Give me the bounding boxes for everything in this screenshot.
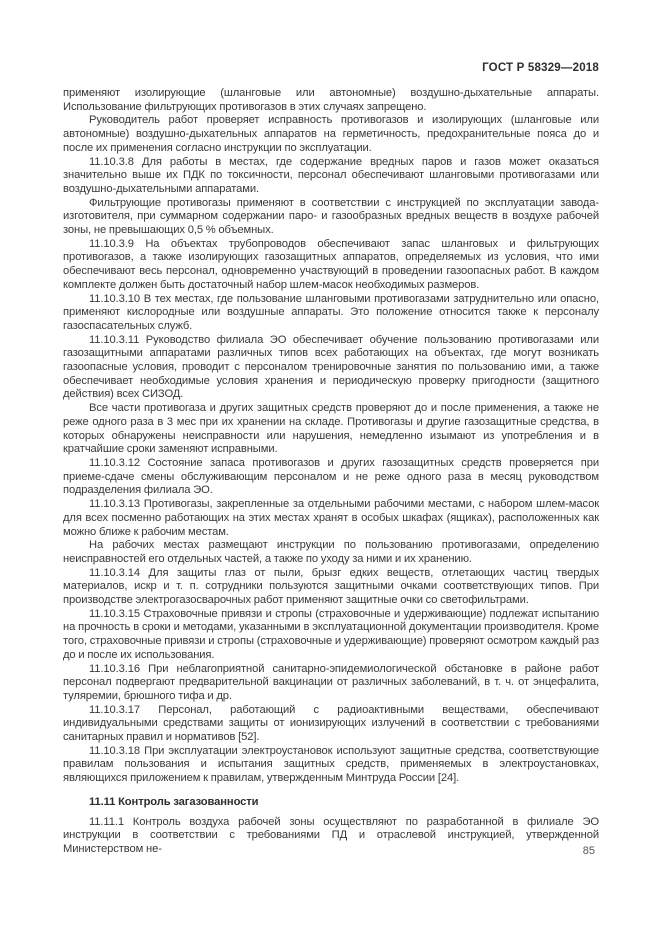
document-body bbox=[63, 87, 599, 857]
paragraph: 11.10.3.17 Персонал, работающий с радиоактивными веществами, обеспечивают индивидуальными средствами защиты от ионизирующих излучений в соответствии с требованиями санитарных правил и нормативов [52]. bbox=[63, 703, 599, 744]
paragraph: 11.10.3.13 Противогазы, закрепленные за отдельными рабочими местами, с набором шлем-масок для всех посменно работающих на этих местах хранят в особых шкафах (ящиках), расположенных как можно ближе к рабочим местам. bbox=[63, 498, 599, 538]
page-number: 85 bbox=[582, 845, 595, 857]
paragraph: 11.11.1 Контроль воздуха рабочей зоны осуществляют по разработанной в филиале ЭО инструкции в соответствии с требованиями ПД и отраслевой инструкцией, утвержденной Министерством не- bbox=[63, 815, 599, 855]
paragraph: 11.10.3.16 При неблагоприятной санитарно-эпидемиологической обстановке в районе работ персонал подвергают предварительной вакцинации от различных заболеваний, в т. ч. от энцефалита, туляремии, брюшного тифа и др. bbox=[63, 662, 599, 702]
paragraph: Фильтрующие противогазы применяют в соответствии с инструкцией по эксплуатации завода-изготовителя, при суммарном содержании паро- и газообразных вредных веществ в воздухе рабочей зоны, не превышающих 0,5 % объемных. bbox=[63, 196, 599, 237]
paragraph: 11.10.3.9 На объектах трубопроводов обеспечивают запас шланговых и фильтрующих противогазов, а также изолирующих газозащитных аппаратов, определяемых из условия, что ими обеспечивают весь персонал, одновременно участвующий в проведении газоопасных работ. В каждом комплекте должен быть достаточный набор шлем-масок необходимых размеров. bbox=[63, 237, 599, 291]
text-column bbox=[63, 62, 599, 857]
paragraph: 11.10.3.8 Для работы в местах, где содержание вредных паров и газов может оказаться значительно выше их ПДК по токсичности, персонал обеспечивают шланговыми противогазами или воздушно-дыхательными аппаратами. bbox=[63, 155, 599, 195]
section-heading: 11.11 Контроль загазованности bbox=[89, 795, 259, 808]
paragraph: 11.10.3.14 Для защиты глаз от пыли, брызг едких веществ, отлетающих частиц твердых материалов, искр и т. п. сотрудники пользуются защитными очками соответствующих типов. При производстве электрогазосварочных работ применяют защитные очки со светофильтрами. bbox=[63, 566, 599, 607]
paragraph: 11.10.3.15 Страховочные привязи и стропы (страховочные и удерживающие) подлежат испытанию на прочность в сроки и методами, указанными в эксплуатационной документации производителя. Кроме того, страховочные привязи и стропы (страховочные и удерживающие) проверяют осмотром каждый раз до и после их использования. bbox=[63, 607, 599, 661]
paragraph: Все части противогаза и других защитных средств проверяют до и после применения, а также не реже одного раза в 3 мес при их хранении на складе. Противогазы и другие газозащитные средства, в которых обнаружены неисправности или нарушения, немедленно изымают из употребления и в кратчайшие сроки заменяют исправными. bbox=[63, 402, 599, 456]
paragraph: 11.10.3.11 Руководство филиала ЭО обеспечивает обучение пользованию противогазами или газозащитными аппаратами различных типов всех работающих на объектах, где могут возникать газоопасные условия, проводит с персоналом тренировочные занятия по пользованию ими, а также обеспечивает необходимые условия хранения и периодическую проверку пригодности (защитного действия) всех СИЗОД. bbox=[63, 333, 599, 401]
paragraph: 11.10.3.10 В тех местах, где пользование шланговыми противогазами затруднительно или опасно, применяют кислородные или воздушные аппараты. Это положение относится также к персоналу газоспасательных служб. bbox=[63, 292, 599, 332]
paragraph: 11.10.3.12 Состояние запаса противогазов и других газозащитных средств проверяется при приеме-сдаче смены обслуживающим персоналом и не реже одного раза в месяц руководством подразделения филиала ЭО. bbox=[63, 456, 599, 497]
paragraph: На рабочих местах размещают инструкции по пользованию противогазами, определению неисправностей его отдельных частей, а также по уходу за ними и их хранению. bbox=[63, 539, 599, 565]
paragraph: Руководитель работ проверяет исправность противогазов и изолирующих (шланговые или автономные) воздушно-дыхательных аппаратов на герметичность, предохранительные пояса до и после их применения согласно инструкции по эксплуатации. bbox=[63, 114, 599, 154]
paragraph: 11.10.3.18 При эксплуатации электроустановок используют защитные средства, соответствующие правилам пользования и испытания защитных средств, применяемых в электроустановках, являющихся приложением к правилам, утвержденным Минтруда России [24]. bbox=[63, 744, 599, 785]
paragraph: применяют изолирующие (шланговые или автономные) воздушно-дыхательные аппараты. Использование фильтрующих противогазов в этих случаях запрещено. bbox=[63, 87, 599, 113]
standard-number-header: ГОСТ Р 58329—2018 bbox=[482, 62, 599, 74]
